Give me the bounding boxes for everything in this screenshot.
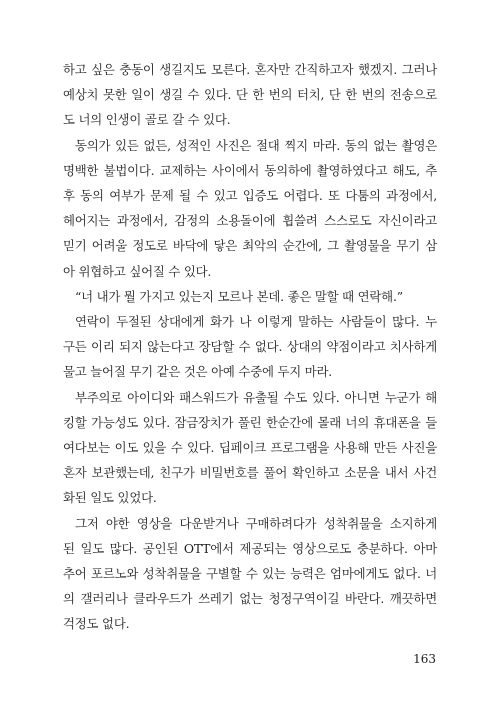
text-line: 명백한 불법이다. 교제하는 사이에서 동의하에 촬영하였다고 해도, 추 xyxy=(63,162,437,178)
text-line: 연락이 두절된 상대에게 화가 나 이렇게 말하는 사람들이 많다. 누 xyxy=(75,314,437,330)
text-line: 예상치 못한 일이 생길 수 있다. 단 한 번의 터치, 단 한 번의 전송으로 xyxy=(63,87,437,103)
text-line: 동의가 있든 없든, 성적인 사진은 절대 찍지 마라. 동의 없는 촬영은 xyxy=(75,137,437,153)
page-number: 163 xyxy=(413,652,436,666)
text-line: 걱정도 없다. xyxy=(63,616,130,632)
text-line: 된 일도 많다. 공인된 OTT에서 제공되는 영상으로도 충분하다. 아마 xyxy=(63,540,437,556)
paragraph xyxy=(63,133,437,284)
text-line: 하고 싶은 충동이 생길지도 모른다. 혼자만 간직하고자 했겠지. 그러나 xyxy=(63,62,437,77)
text-line: 혼자 보관했는데, 친구가 비밀번호를 풀어 확인하고 소문을 내서 사건 xyxy=(63,465,437,481)
page-body xyxy=(63,57,437,637)
text-line: 아 위협하고 싶어질 수 있다. xyxy=(63,263,212,279)
paragraph xyxy=(63,284,437,309)
text-line: 화된 일도 있었다. xyxy=(63,490,157,506)
text-line: 도 너의 인생이 골로 갈 수 있다. xyxy=(63,112,231,128)
paragraph xyxy=(63,309,437,385)
text-line: “너 내가 뭘 가지고 있는지 모르나 본데. 좋은 말할 때 연락해.” xyxy=(75,288,403,304)
text-line: 킹할 가능성도 있다. 잠금장치가 풀린 한순간에 몰래 너의 휴대폰을 들 xyxy=(63,414,437,430)
text-line: 믿기 어려울 정도로 바닥에 닿은 최악의 순간에, 그 촬영물을 무기 삼 xyxy=(63,238,437,254)
paragraph xyxy=(63,385,437,511)
text-line: 그저 야한 영상을 다운받거나 구매하려다가 성착취물을 소지하게 xyxy=(75,515,437,531)
paragraph xyxy=(63,511,437,637)
paragraph xyxy=(63,57,437,133)
text-line: 구든 이리 되지 않는다고 장담할 수 없다. 상대의 약점이라고 치사하게 xyxy=(63,339,437,355)
text-line: 의 갤러리나 클라우드가 쓰레기 없는 청정구역이길 바란다. 깨끗하면 xyxy=(63,591,437,607)
text-line: 후 동의 여부가 문제 될 수 있고 입증도 어렵다. 또 다툼의 과정에서, xyxy=(63,188,437,204)
text-line: 헤어지는 과정에서, 감정의 소용돌이에 휩쓸려 스스로도 자신이라고 xyxy=(63,213,437,229)
text-line: 물고 늘어질 무기 같은 것은 아예 수중에 두지 마라. xyxy=(63,364,333,380)
text-line: 추어 포르노와 성착취물을 구별할 수 있는 능력은 엄마에게도 없다. 너 xyxy=(63,566,437,582)
text-line: 부주의로 아이디와 패스워드가 유출될 수도 있다. 아니면 누군가 해 xyxy=(75,389,437,405)
text-line: 여다보는 이도 있을 수 있다. 딥페이크 프로그램을 사용해 만든 사진을 xyxy=(63,440,437,456)
